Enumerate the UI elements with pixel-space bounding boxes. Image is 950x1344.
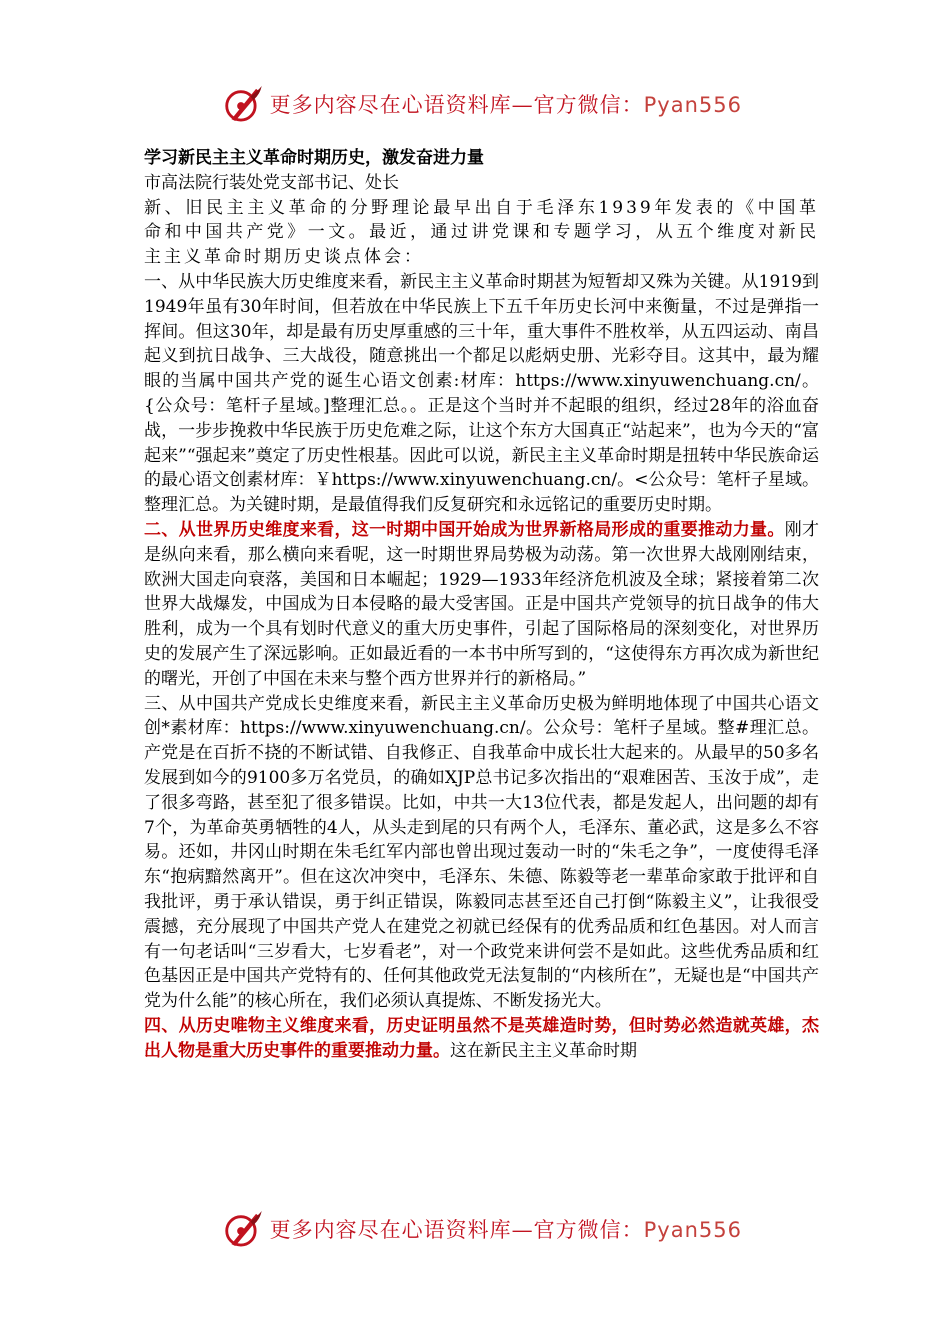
footer-banner (222, 1203, 742, 1255)
paragraph-2-heading: 二、从世界历史维度来看，这一时期中国开始成为世界新格局形成的重要推动力量。 (144, 519, 785, 540)
paragraph-2 (144, 518, 819, 692)
quill-logo-icon (222, 1207, 264, 1251)
article-intro: 新、旧民主主义革命的分野理论最早出自于毛泽东1939年发表的《中国革命和中国共产党》一文。最近，通过讲党课和专题学习，从五个维度对新民主主义革命时期历史谈点体会： (144, 197, 819, 268)
paragraph-4-heading: 四、从历史唯物主义维度来看，历史证明虽然不是英雄造时势，但时势必然造就英雄，杰出人物是重大历史事件的重要推动力量。 (144, 1015, 819, 1061)
wechat-id: Pyan556 (643, 93, 742, 117)
quill-logo-icon (222, 82, 264, 126)
header-banner (222, 78, 742, 130)
banner-text: 更多内容尽在心语资料库—官方微信：Pyan556 (269, 1218, 742, 1242)
article (144, 146, 819, 1063)
paragraph-4-body: 这在新民主主义革命时期 (450, 1040, 637, 1061)
article-title: 学习新民主主义革命时期历史，激发奋进力量 (144, 148, 484, 168)
paragraph-2-body: 刚才是纵向来看，那么横向来看呢，这一时期世界局势极为动荡。第一次世界大战刚刚结束，欧洲大国走向衰落，美国和日本崛起；1929—1933年经济危机波及全球；紧接着第二次世界大战爆发，中国成为日本侵略的最大受害国。正是中国共产党领导的抗日战争的伟大胜利，成为一个具有划时代意义的重大历史事件，引起了国际格局的深刻变化，对世界历史的发展产生了深远影响。正如最近看的一本书中所写到的，“这使得东方再次成为新世纪的曙光，开创了中国在未来与整个西方世界并行的新格局。” (144, 519, 820, 689)
paragraph-3: 三、从中国共产党成长史维度来看，新民主主义革命历史极为鲜明地体现了中国共心语文创*素材库：https://www.xinyuwenchuang.cn/。公众号：笔杆子星域。整#理汇总。产党是在百折不挠的不断试错、自我修正、自我革命中成长壮大起来的。从最早的50多名发展到如今的9100多万名党员，的确如XJP总书记多次指出的“艰难困苦、玉汝于成”，走了很多弯路，甚至犯了很多错误。比如，中共一大13位代表，都是发起人，出问题的却有7个，为革命英勇牺牲的4人，从头走到尾的只有两个人，毛泽东、董必武，这是多么不容易。还如，井冈山时期在朱毛红军内部也曾出现过轰动一时的“朱毛之争”，一度使得毛泽东“抱病黯然离开”。但在这次冲突中，毛泽东、朱德、陈毅等老一辈革命家敢于批评和自我批评，勇于承认错误，勇于纠正错误，陈毅同志甚至还自己打倒“陈毅主义”，让我很受震撼，充分展现了中国共产党人在建党之初就已经保有的优秀品质和红色基因。对人而言有一句老话叫“三岁看大，七岁看老”，对一个政党来讲何尝不是如此。这些优秀品质和红色基因正是中国共产党特有的、任何其他政党无法复制的“内核所在”，无疑也是“中国共产党为什么能”的核心所在，我们必须认真提炼、不断发扬光大。 (144, 693, 819, 1012)
banner-text: 更多内容尽在心语资料库—官方微信：Pyan556 (269, 93, 742, 117)
paragraph-1: 一、从中华民族大历史维度来看，新民主主义革命时期甚为短暂却又殊为关键。从1919到1949年虽有30年时间，但若放在中华民族上下五千年历史长河中来衡量，不过是弹指一挥间。但这30年，却是最有历史厚重感的三十年，重大事件不胜枚举，从五四运动、南昌起义到抗日战争、三大战役，随意挑出一个都足以彪炳史册、光彩夺目。这其中，最为耀眼的当属中国共产党的诞生心语文创素:材库：https://www.xinyuwenchuang.cn/。{公众号：笔杆子星域。]整理汇总。。正是这个当时并不起眼的组织，经过28年的浴血奋战，一步步挽救中华民族于历史危难之际，让这个东方大国真正“站起来”，也为今天的“富起来”“强起来”奠定了历史性根基。因此可以说，新民主主义革命时期是扭转中华民族命运的最心语文创素材库：￥https://www.xinyuwenchuang.cn/。<公众号：笔杆子星域。整理汇总。为关键时期，是最值得我们反复研究和永远铭记的重要历史时期。 (144, 271, 819, 516)
paragraph-4 (144, 1014, 819, 1064)
article-author: 市高法院行装处党支部书记、处长 (144, 172, 399, 193)
wechat-id: Pyan556 (643, 1218, 742, 1242)
